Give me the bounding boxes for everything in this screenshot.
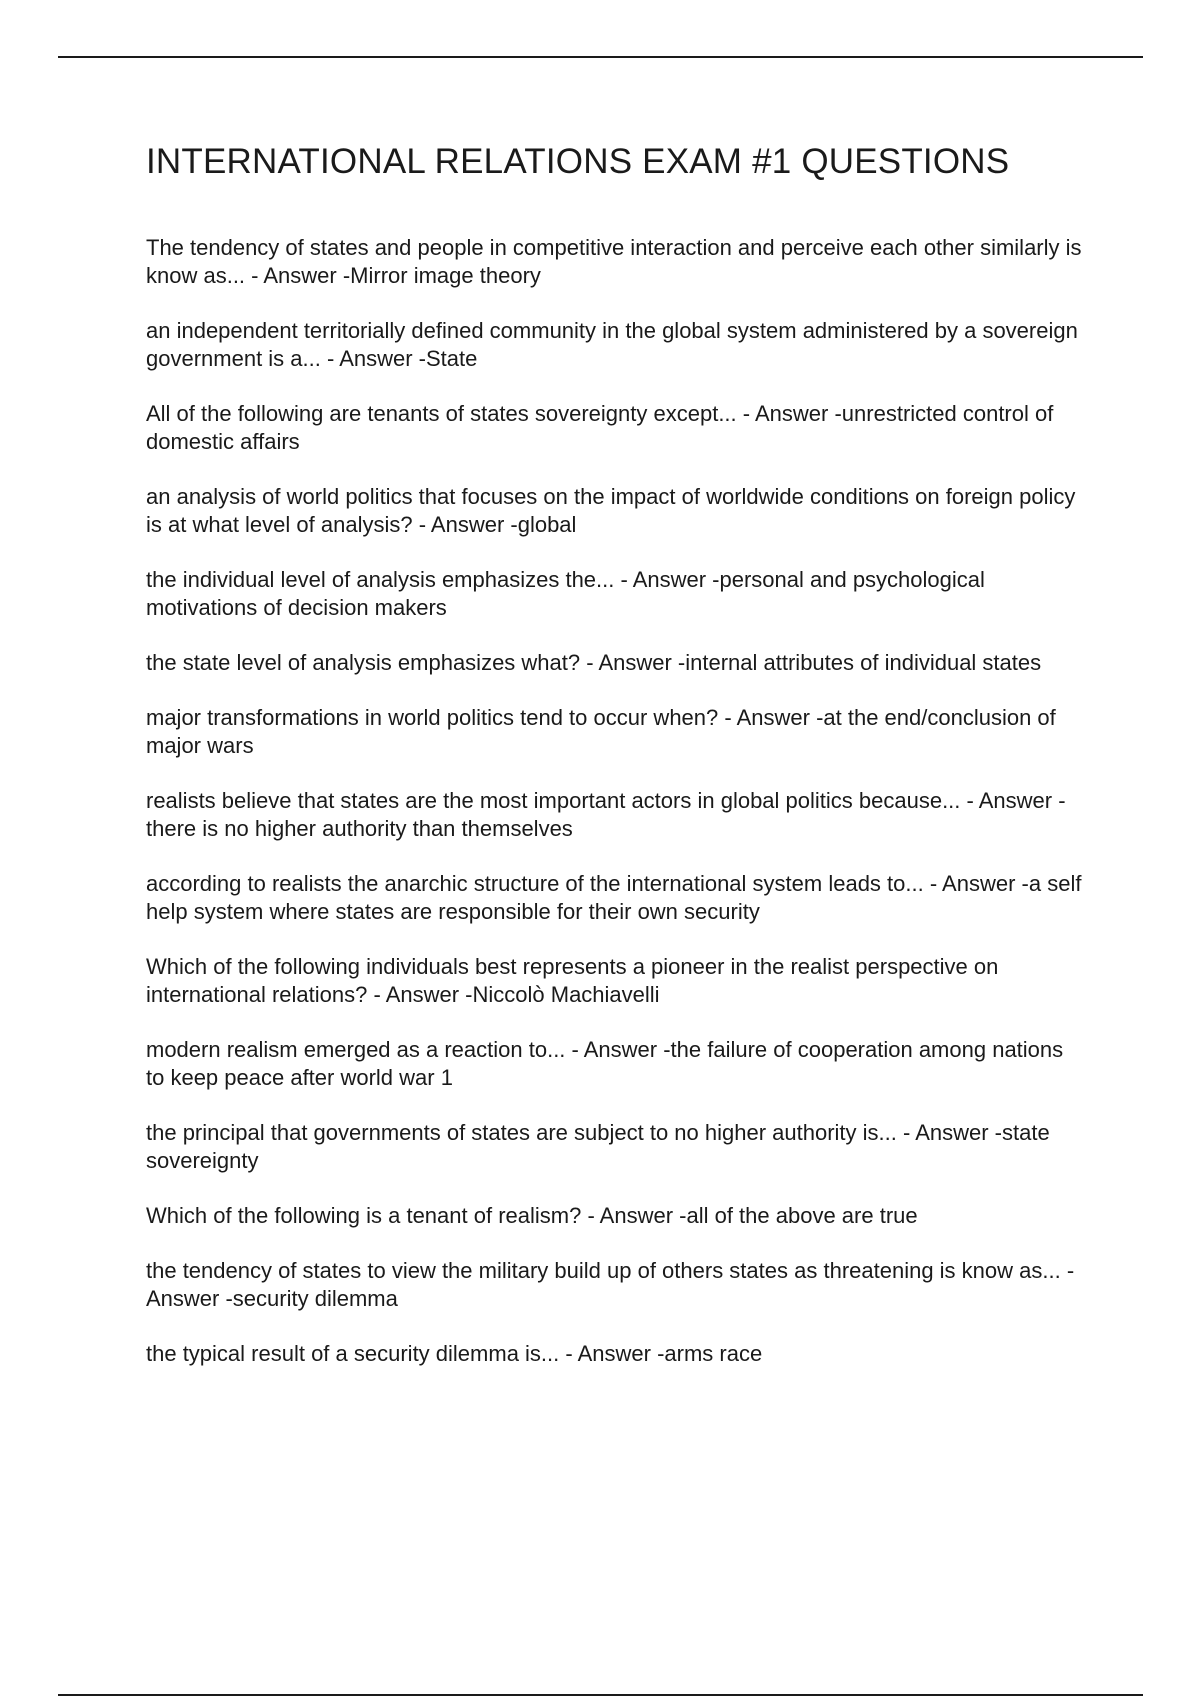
qa-item: major transformations in world politics tend to occur when? - Answer -at the end/conclusion of major wars — [146, 705, 1056, 758]
document-title: INTERNATIONAL RELATIONS EXAM #1 QUESTIONS — [146, 142, 1010, 181]
qa-item: the state level of analysis emphasizes what? - Answer -internal attributes of individual states — [146, 650, 1042, 675]
qa-item: according to realists the anarchic structure of the international system leads to... - Answer -a self help system where states are responsible for their own security — [146, 871, 1082, 924]
qa-item: the tendency of states to view the military build up of others states as threatening is know as... - Answer -security dilemma — [146, 1258, 1075, 1311]
qa-item: modern realism emerged as a reaction to... - Answer -the failure of cooperation among nations to keep peace after world war 1 — [146, 1037, 1064, 1090]
document-body — [146, 140, 1086, 1395]
qa-item: The tendency of states and people in competitive interaction and perceive each other similarly is know as... - Answer -Mirror image theory — [146, 235, 1082, 288]
qa-item: an analysis of world politics that focuses on the impact of worldwide conditions on foreign policy is at what level of analysis? - Answer -global — [146, 484, 1076, 537]
qa-item: realists believe that states are the most important actors in global politics because... - Answer -there is no higher authority than themselves — [146, 788, 1066, 841]
qa-item: Which of the following individuals best represents a pioneer in the realist perspective on international relations? - Answer -Niccolò Machiavelli — [146, 954, 999, 1007]
qa-item: the typical result of a security dilemma is... - Answer -arms race — [146, 1341, 763, 1366]
top-divider — [58, 56, 1143, 58]
qa-item: All of the following are tenants of states sovereignty except... - Answer -unrestricted control of domestic affairs — [146, 401, 1054, 454]
qa-item: Which of the following is a tenant of realism? - Answer -all of the above are true — [146, 1203, 918, 1228]
bottom-divider — [58, 1694, 1143, 1696]
qa-list — [146, 234, 1086, 1368]
qa-item: the principal that governments of states are subject to no higher authority is... - Answer -state sovereignty — [146, 1120, 1050, 1173]
qa-item: an independent territorially defined community in the global system administered by a sovereign government is a... - Answer -State — [146, 318, 1078, 371]
qa-item: the individual level of analysis emphasizes the... - Answer -personal and psychological motivations of decision makers — [146, 567, 985, 620]
